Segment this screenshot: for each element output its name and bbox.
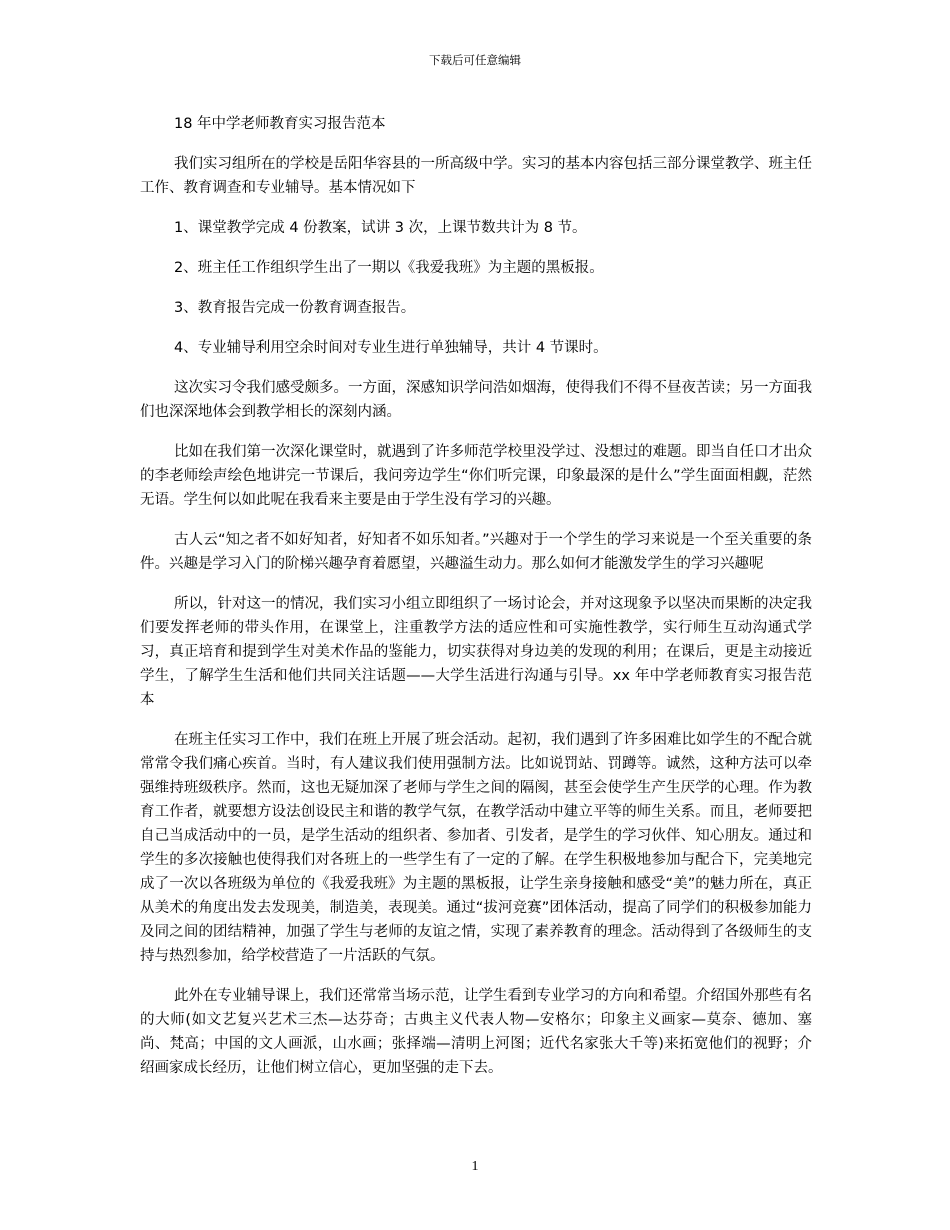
paragraph-discussion: 所以，针对这一的情况，我们实习小组立即组织了一场讨论会，并对这现象予以坚决而果断的决定我们要发挥老师的带头作用，在课堂上，注重教学方法的适应性和可实施性教学，实行师生互动沟通式学习，真正培育和提到学生对美术作品的鉴能力，切实获得对身边美的发现的利用；在课后，更是主动接近学生，了解学生生活和他们共同关注话题——大学生活进行沟通与引导。xx 年中学老师教育实习报告范本	[140, 596, 812, 708]
list-item-3: 3、教育报告完成一份教育调查报告。	[174, 300, 416, 316]
paragraph-professional: 此外在专业辅导课上，我们还常常当场示范，让学生看到专业学习的方向和希望。介绍国外那些有名的大师(如文艺复兴艺术三杰—达芬奇；古典主义代表人物—安格尔；印象主义画家—莫奈、德加、塞尚、梵高；中国的文人画派，山水画；张择端—清明上河图；近代名家张大千等)来拓宽他们的视野；介绍画家成长经历，让他们树立信心，更加坚强的走下去。	[140, 988, 812, 1076]
list-item-1: 1、课堂教学完成 4 份教案，试讲 3 次，上课节数共计为 8 节。	[174, 220, 587, 236]
paragraph-interest: 古人云“知之者不如好知者，好知者不如乐知者。”兴趣对于一个学生的学习来说是一个至关重要的条件。兴趣是学习入门的阶梯兴趣孕育着愿望，兴趣溢生动力。那么如何才能激发学生的学习兴趣呢	[140, 532, 812, 572]
paragraph-intro: 我们实习组所在的学校是岳阳华容县的一所高级中学。实习的基本内容包括三部分课堂教学、班主任工作、教育调查和专业辅导。基本情况如下	[140, 156, 812, 196]
list-item-2: 2、班主任工作组织学生出了一期以《我爱我班》为主题的黑板报。	[174, 260, 604, 276]
page-number: 1	[471, 1159, 479, 1174]
paragraph-feelings: 这次实习令我们感受颇多。一方面，深感知识学问浩如烟海，使得我们不得不昼夜苦读；另一方面我们也深深地体会到教学相长的深刻内涵。	[140, 380, 812, 420]
paragraph-classroom: 比如在我们第一次深化课堂时，就遇到了许多师范学校里没学过、没想过的难题。即当自任口才出众的李老师绘声绘色地讲完一节课后，我问旁边学生“你们听完课，印象最深的是什么”学生面面相觑，茫然无语。学生何以如此呢在我看来主要是由于学生没有学习的兴趣。	[140, 444, 812, 508]
page-header: 下载后可任意编辑	[429, 53, 521, 67]
paragraph-class-teacher: 在班主任实习工作中，我们在班上开展了班会活动。起初，我们遇到了许多困难比如学生的不配合就常常令我们痛心疾首。当时，有人建议我们使用强制方法。比如说罚站、罚蹲等。诚然，这种方法可以牵强维持班级秩序。然而，这也无疑加深了老师与学生之间的隔阂，甚至会使学生产生厌学的心理。作为教育工作者，就要想方设法创设民主和谐的教学气氛，在教学活动中建立平等的师生关系。而且，老师要把自己当成活动中的一员，是学生活动的组织者、参加者、引发者，是学生的学习伙伴、知心朋友。通过和学生的多次接触也使得我们对各班上的一些学生有了一定的了解。在学生积极地参加与配合下，完美地完成了一次以各班级为单位的《我爱我班》为主题的黑板报，让学生亲身接触和感受“美”的魅力所在，真正从美术的角度出发去发现美，制造美，表现美。通过“拔河竞赛”团体活动，提高了同学们的积极参加能力及同之间的团结精神，加强了学生与老师的友谊之情，实现了素养教育的理念。活动得到了各级师生的支持与热烈参加，给学校营造了一片活跃的气氛。	[140, 732, 812, 964]
list-item-4: 4、专业辅导利用空余时间对专业生进行单独辅导，共计 4 节课时。	[174, 340, 608, 356]
document-body	[140, 112, 812, 1096]
document-title: 18 年中学老师教育实习报告范本	[174, 116, 386, 132]
